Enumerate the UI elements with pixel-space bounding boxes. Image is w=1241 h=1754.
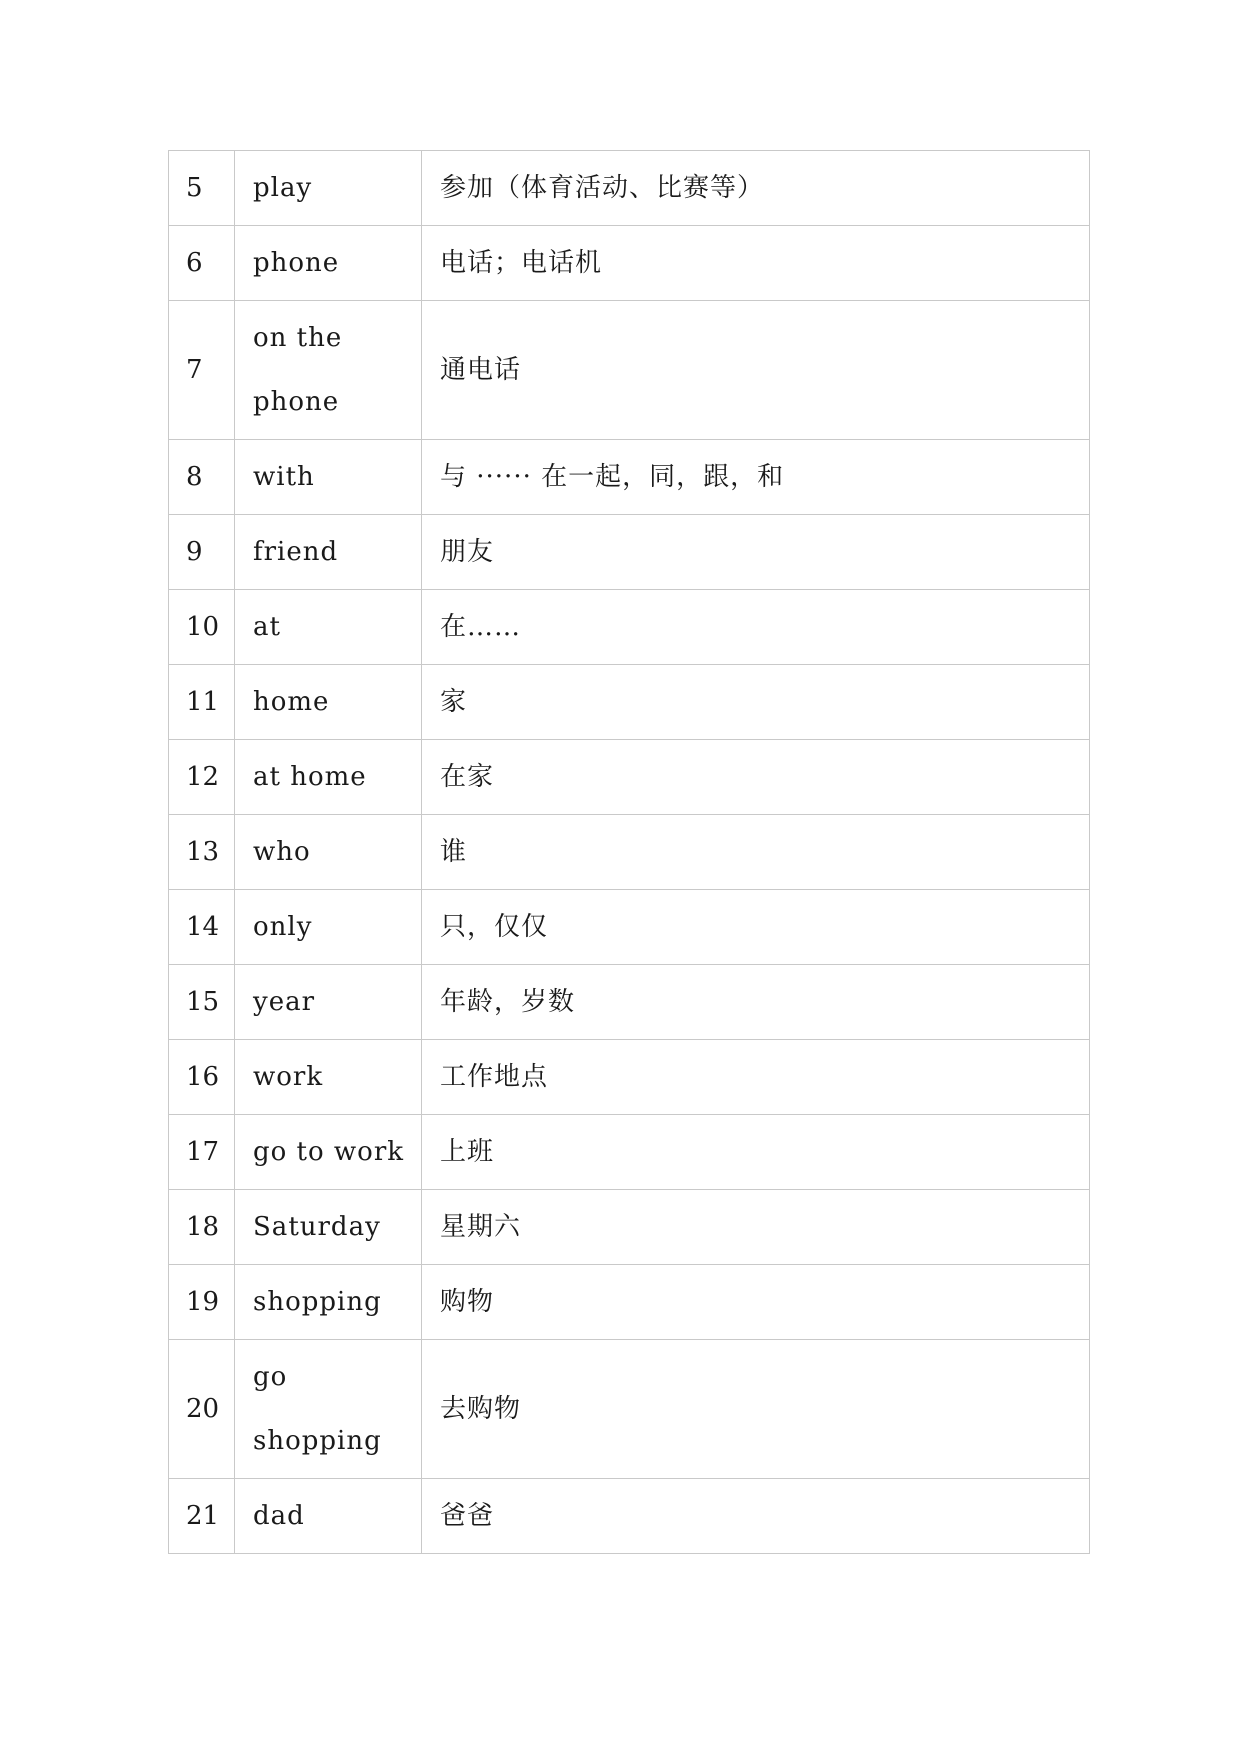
english-word: Saturday bbox=[235, 1190, 422, 1265]
table-row bbox=[169, 1479, 1090, 1554]
row-number: 5 bbox=[169, 151, 235, 226]
chinese-meaning: 上班 bbox=[422, 1115, 1090, 1190]
chinese-meaning: 去购物 bbox=[422, 1340, 1090, 1479]
chinese-meaning: 家 bbox=[422, 665, 1090, 740]
row-number: 19 bbox=[169, 1265, 235, 1340]
table-row bbox=[169, 740, 1090, 815]
row-number: 16 bbox=[169, 1040, 235, 1115]
table-row bbox=[169, 151, 1090, 226]
row-number: 12 bbox=[169, 740, 235, 815]
english-word: play bbox=[235, 151, 422, 226]
chinese-meaning: 谁 bbox=[422, 815, 1090, 890]
table-row bbox=[169, 590, 1090, 665]
english-word: year bbox=[235, 965, 422, 1040]
english-word: only bbox=[235, 890, 422, 965]
english-word: work bbox=[235, 1040, 422, 1115]
table-row bbox=[169, 1340, 1090, 1479]
chinese-meaning: 电话；电话机 bbox=[422, 226, 1090, 301]
table-row bbox=[169, 665, 1090, 740]
chinese-meaning: 工作地点 bbox=[422, 1040, 1090, 1115]
row-number: 18 bbox=[169, 1190, 235, 1265]
english-word: with bbox=[235, 440, 422, 515]
table-row bbox=[169, 1040, 1090, 1115]
row-number: 21 bbox=[169, 1479, 235, 1554]
english-word: shopping bbox=[235, 1265, 422, 1340]
table-row bbox=[169, 1265, 1090, 1340]
english-word: who bbox=[235, 815, 422, 890]
chinese-meaning: 参加（体育活动、比赛等） bbox=[422, 151, 1090, 226]
chinese-meaning: 爸爸 bbox=[422, 1479, 1090, 1554]
table-row bbox=[169, 515, 1090, 590]
english-word: dad bbox=[235, 1479, 422, 1554]
row-number: 13 bbox=[169, 815, 235, 890]
row-number: 20 bbox=[169, 1340, 235, 1479]
english-word: home bbox=[235, 665, 422, 740]
row-number: 9 bbox=[169, 515, 235, 590]
row-number: 8 bbox=[169, 440, 235, 515]
row-number: 17 bbox=[169, 1115, 235, 1190]
table-row bbox=[169, 815, 1090, 890]
row-number: 14 bbox=[169, 890, 235, 965]
row-number: 6 bbox=[169, 226, 235, 301]
vocabulary-table bbox=[168, 150, 1090, 1554]
table-row bbox=[169, 440, 1090, 515]
table-row bbox=[169, 1115, 1090, 1190]
table-row bbox=[169, 226, 1090, 301]
english-word: at home bbox=[235, 740, 422, 815]
english-word: go to work bbox=[235, 1115, 422, 1190]
chinese-meaning: 在…… bbox=[422, 590, 1090, 665]
chinese-meaning: 在家 bbox=[422, 740, 1090, 815]
row-number: 11 bbox=[169, 665, 235, 740]
chinese-meaning: 年龄，岁数 bbox=[422, 965, 1090, 1040]
table-row bbox=[169, 890, 1090, 965]
english-word: at bbox=[235, 590, 422, 665]
table-row bbox=[169, 301, 1090, 440]
english-word: go shopping bbox=[235, 1340, 422, 1479]
chinese-meaning: 星期六 bbox=[422, 1190, 1090, 1265]
english-word: friend bbox=[235, 515, 422, 590]
chinese-meaning: 购物 bbox=[422, 1265, 1090, 1340]
english-word: on the phone bbox=[235, 301, 422, 440]
chinese-meaning: 朋友 bbox=[422, 515, 1090, 590]
chinese-meaning: 通电话 bbox=[422, 301, 1090, 440]
row-number: 10 bbox=[169, 590, 235, 665]
table-row bbox=[169, 965, 1090, 1040]
table-row bbox=[169, 1190, 1090, 1265]
english-word: phone bbox=[235, 226, 422, 301]
chinese-meaning: 与 ······ 在一起，同，跟，和 bbox=[422, 440, 1090, 515]
row-number: 15 bbox=[169, 965, 235, 1040]
chinese-meaning: 只，仅仅 bbox=[422, 890, 1090, 965]
row-number: 7 bbox=[169, 301, 235, 440]
